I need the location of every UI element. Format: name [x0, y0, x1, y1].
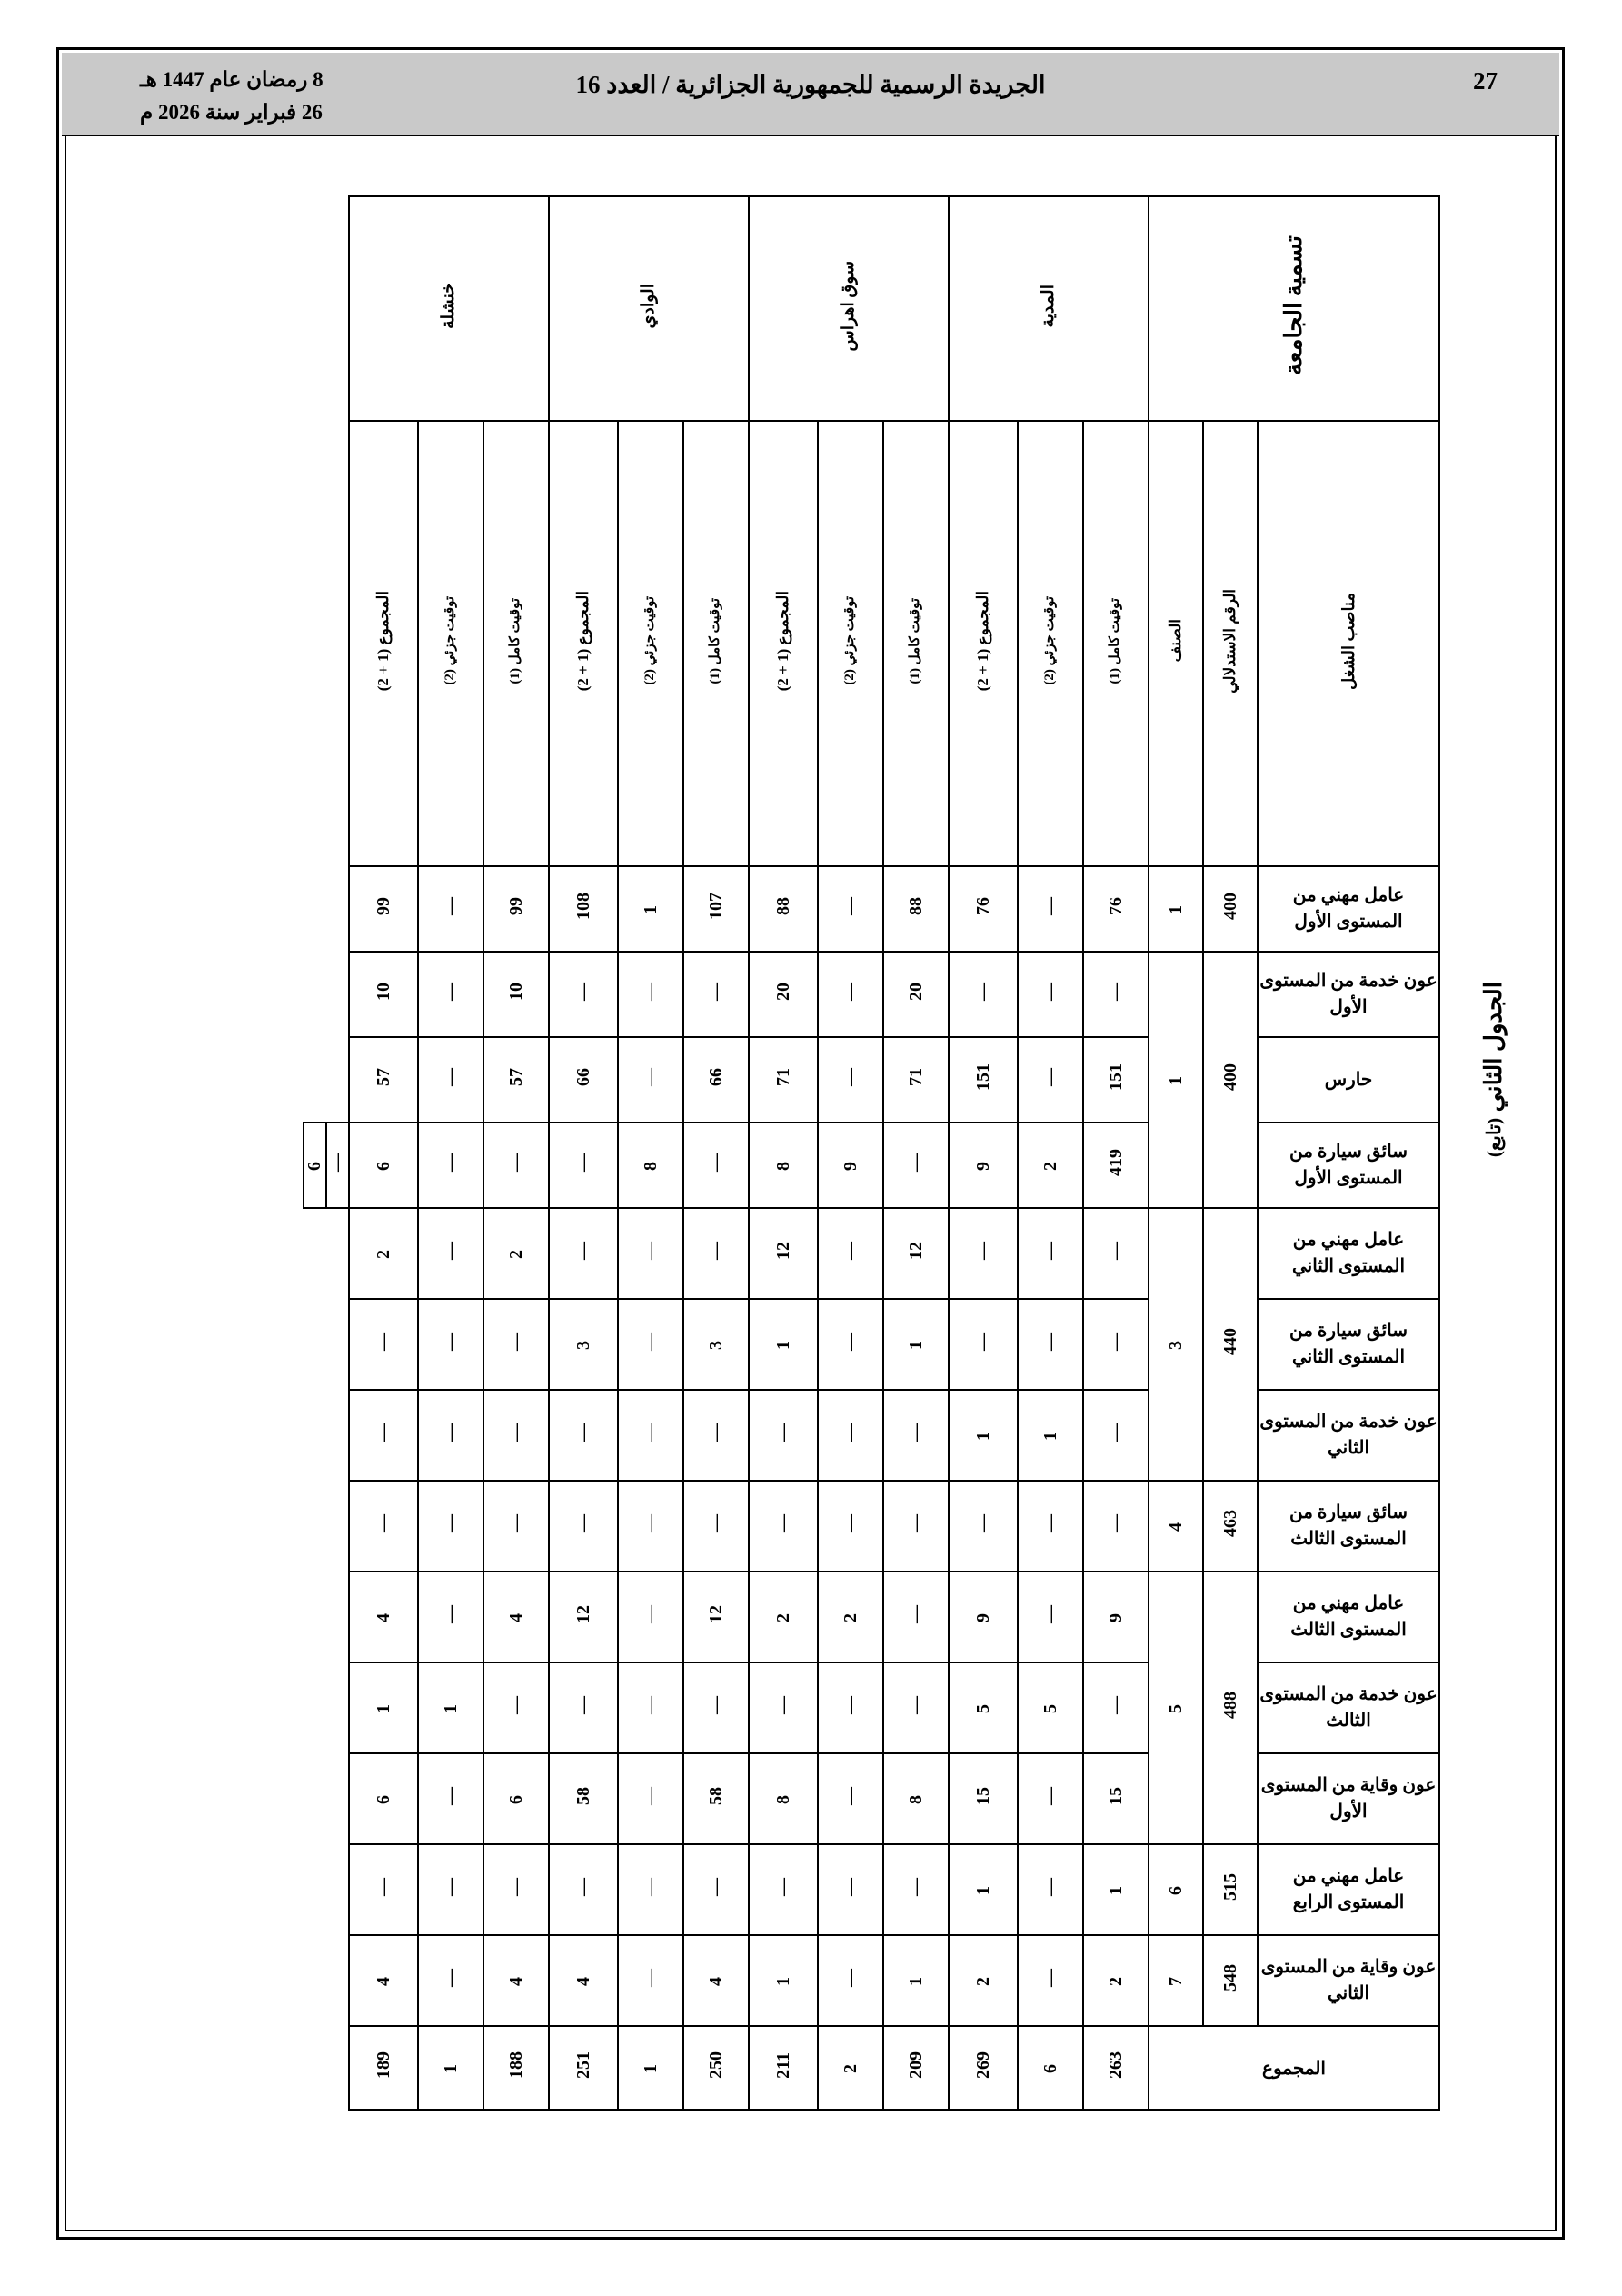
value-cell-total: 4: [349, 1935, 418, 2026]
value-cell-total: 5: [949, 1662, 1018, 1753]
value-cell: 4: [483, 1935, 549, 2026]
value-cell-total: 15: [949, 1753, 1018, 1844]
u2-fulltime-header: [683, 421, 749, 866]
value-cell-total: —: [349, 1299, 418, 1390]
value-cell: —: [818, 1753, 883, 1844]
value-cell-total: 4: [549, 1935, 618, 2026]
job-title: عامل مهني من المستوى الرابع: [1258, 1844, 1439, 1935]
value-cell: —: [818, 866, 883, 952]
table-row: [304, 1844, 1439, 1935]
value-cell: 12: [683, 1572, 749, 1662]
value-cell-total: —: [549, 952, 618, 1037]
value-cell: 1: [418, 1662, 483, 1753]
total-cell: 209: [883, 2026, 949, 2110]
index-value: 548: [1203, 1935, 1258, 2026]
value-cell: 76: [1083, 866, 1149, 952]
value-cell: 1: [618, 866, 683, 952]
value-cell: 20: [883, 952, 949, 1037]
index-value: 515: [1203, 1844, 1258, 1935]
job-title: حارس: [1258, 1037, 1439, 1123]
value-cell: 2: [1083, 1935, 1149, 2026]
value-cell: —: [418, 1753, 483, 1844]
value-cell: —: [1018, 1753, 1083, 1844]
value-cell: —: [818, 1935, 883, 2026]
value-cell: —: [683, 1844, 749, 1935]
value-cell: —: [883, 1662, 949, 1753]
value-cell: 1: [883, 1935, 949, 2026]
category-value-text: 1: [1165, 904, 1186, 914]
value-cell-total: 76: [949, 866, 1018, 952]
value-cell: —: [818, 1662, 883, 1753]
value-cell-total: —: [949, 952, 1018, 1037]
table-side-label-sub: (تابع): [1483, 1117, 1505, 1158]
value-cell-total: —: [549, 1390, 618, 1481]
value-cell-total: 99: [349, 866, 418, 952]
value-cell: —: [618, 1037, 683, 1123]
u0-fulltime-header-text: توقيت كامل (1): [1108, 597, 1123, 684]
value-cell-total: 1: [749, 1299, 818, 1390]
index-value: 419: [1083, 1123, 1149, 1208]
value-cell: —: [618, 1299, 683, 1390]
university-header-1: [749, 196, 949, 421]
total-cell-sum: 251: [549, 2026, 618, 2110]
u0-parttime-header: [1018, 421, 1083, 866]
value-cell: —: [618, 1572, 683, 1662]
value-cell-total: —: [549, 1208, 618, 1299]
value-cell: —: [618, 1662, 683, 1753]
u2-fulltime-header-text: توقيت كامل (1): [708, 597, 723, 684]
value-cell: —: [418, 1481, 483, 1572]
value-cell: —: [1018, 866, 1083, 952]
category-column-header-text: الصنف: [1167, 619, 1185, 663]
job-title: عون وقاية من المستوى الثاني: [1258, 1935, 1439, 2026]
value-cell: —: [683, 1208, 749, 1299]
value-cell: 3: [683, 1299, 749, 1390]
value-cell: —: [1083, 1208, 1149, 1299]
total-cell: 2: [818, 2026, 883, 2110]
value-cell: 99: [483, 866, 549, 952]
value-cell-total: 4: [349, 1572, 418, 1662]
university-name-0: المدية: [1039, 284, 1059, 328]
university-name-2: الوادي: [639, 283, 659, 329]
total-cell-sum: 189: [349, 2026, 418, 2110]
u1-total-header-text: المجموع (1 + 2): [774, 590, 792, 692]
table-row: [304, 1662, 1439, 1753]
total-cell: 6: [1018, 2026, 1083, 2110]
value-cell: —: [883, 1123, 949, 1208]
table-header-columns: [304, 421, 1439, 866]
value-cell-total: 12: [749, 1208, 818, 1299]
value-cell-total: 12: [549, 1572, 618, 1662]
university-header-2: [549, 196, 749, 421]
value-cell: —: [483, 1390, 549, 1481]
u0-total-header-text: المجموع (1 + 2): [974, 590, 992, 692]
total-cell: 1: [618, 2026, 683, 2110]
value-cell: —: [618, 1390, 683, 1481]
table-row: [304, 1299, 1439, 1390]
value-cell-total: —: [349, 1481, 418, 1572]
u3-fulltime-header: [483, 421, 549, 866]
value-cell-total: 8: [618, 1123, 683, 1208]
value-cell-total: 108: [549, 866, 618, 952]
job-title: سائق سيارة من المستوى الثاني: [1258, 1299, 1439, 1390]
value-cell: —: [683, 1123, 749, 1208]
page-number: 27: [1473, 67, 1498, 95]
total-cell: 188: [483, 2026, 549, 2110]
u1-total-header: [749, 421, 818, 866]
index-column-header-text: الرقم الاستدلالي: [1221, 588, 1239, 694]
value-cell-total: 10: [349, 952, 418, 1037]
job-title: عامل مهني من المستوى الثاني: [1258, 1208, 1439, 1299]
value-cell: —: [326, 1123, 349, 1208]
u0-total-header: [949, 421, 1018, 866]
value-cell-total: 1: [949, 1390, 1018, 1481]
staff-positions-table: [303, 195, 1440, 2111]
value-cell-total: 2: [949, 1935, 1018, 2026]
value-cell: —: [883, 1844, 949, 1935]
value-cell-total: 20: [749, 952, 818, 1037]
u2-parttime-header-text: توقيت جزئي (2): [642, 596, 658, 685]
value-cell: 15: [1083, 1753, 1149, 1844]
value-cell: —: [483, 1299, 549, 1390]
value-cell: —: [683, 952, 749, 1037]
table-row: [304, 952, 1439, 1037]
value-cell: —: [818, 1481, 883, 1572]
u0-parttime-header-text: توقيت جزئي (2): [1042, 596, 1058, 685]
value-cell: 2: [818, 1572, 883, 1662]
u2-total-header: [549, 421, 618, 866]
value-cell: —: [1018, 1572, 1083, 1662]
value-cell: 6: [349, 1123, 418, 1208]
value-cell: —: [883, 1481, 949, 1572]
u1-parttime-header: [818, 421, 883, 866]
value-cell: —: [1083, 952, 1149, 1037]
value-cell-total: 1: [749, 1935, 818, 2026]
u3-total-header: [349, 421, 418, 866]
value-cell: —: [483, 1844, 549, 1935]
value-cell-total: 66: [549, 1037, 618, 1123]
value-cell: —: [418, 1844, 483, 1935]
value-cell: —: [883, 1390, 949, 1481]
university-name-3: خنشلة: [439, 283, 459, 329]
value-cell: 10: [483, 952, 549, 1037]
value-cell-total: 151: [949, 1037, 1018, 1123]
value-cell: 1: [1018, 1390, 1083, 1481]
index-value: [1203, 866, 1258, 952]
value-cell: —: [1083, 1390, 1149, 1481]
table-row: [304, 866, 1439, 952]
value-cell-total: 1: [949, 1844, 1018, 1935]
index-value: 488: [1203, 1572, 1258, 1844]
job-title: عامل مهني من المستوى الأول: [1258, 866, 1439, 952]
value-cell: —: [1018, 1935, 1083, 2026]
table-row: [304, 1037, 1439, 1123]
value-cell: —: [818, 1299, 883, 1390]
value-cell: 66: [683, 1037, 749, 1123]
page-header-band: [62, 53, 1559, 136]
date-gregorian: 26 فبراير سنة 2026 م: [140, 100, 323, 124]
total-cell-sum: 269: [949, 2026, 1018, 2110]
job-title: سائق سيارة من المستوى الأول: [1258, 1123, 1439, 1208]
table-row: [304, 1935, 1439, 2026]
value-cell: —: [818, 952, 883, 1037]
value-cell-total: —: [549, 1844, 618, 1935]
value-cell: —: [418, 866, 483, 952]
value-cell: 5: [1018, 1662, 1083, 1753]
value-cell-total: 9: [949, 1572, 1018, 1662]
table-row: [304, 1123, 1439, 1208]
u2-parttime-header: [618, 421, 683, 866]
value-cell-total: —: [749, 1481, 818, 1572]
u3-parttime-header-text: توقيت جزئي (2): [443, 596, 458, 685]
category-column-header: [1149, 421, 1203, 866]
issue-dates: [140, 64, 323, 128]
value-cell: —: [483, 1662, 549, 1753]
job-title: سائق سيارة من المستوى الثالث: [1258, 1481, 1439, 1572]
value-cell-total: —: [949, 1208, 1018, 1299]
table-side-label-title: الجدول الثاني: [1480, 982, 1507, 1113]
value-cell-total: —: [349, 1390, 418, 1481]
date-hijri: 8 رمضان عام 1447 هـ: [140, 68, 323, 91]
value-cell: —: [549, 1123, 618, 1208]
value-cell-total: —: [949, 1299, 1018, 1390]
table-side-label: [1480, 982, 1535, 1157]
value-cell: —: [1083, 1481, 1149, 1572]
category-value: 2: [1018, 1123, 1083, 1208]
table-row: [304, 1572, 1439, 1662]
category-value: 5: [1149, 1572, 1203, 1844]
u1-fulltime-header-text: توقيت كامل (1): [908, 597, 923, 684]
total-cell-sum: 211: [749, 2026, 818, 2110]
value-cell: 6: [483, 1753, 549, 1844]
value-cell-total: 6: [304, 1123, 326, 1208]
value-cell-total: 2: [349, 1208, 418, 1299]
university-header-0: [949, 196, 1149, 421]
value-cell: —: [683, 1390, 749, 1481]
value-cell: 88: [883, 866, 949, 952]
value-cell: 4: [683, 1935, 749, 2026]
value-cell: —: [1018, 1037, 1083, 1123]
job-title: عون خدمة من المستوى الثالث: [1258, 1662, 1439, 1753]
value-cell-total: 3: [549, 1299, 618, 1390]
value-cell-total: —: [749, 1662, 818, 1753]
value-cell: 71: [883, 1037, 949, 1123]
table-header-universities: [304, 196, 1439, 421]
value-cell-total: —: [749, 1844, 818, 1935]
u1-fulltime-header: [883, 421, 949, 866]
value-cell: —: [483, 1481, 549, 1572]
jobs-column-header-text: مناصب الشغل: [1338, 592, 1358, 690]
u1-parttime-header-text: توقيت جزئي (2): [842, 596, 858, 685]
value-cell: —: [818, 1844, 883, 1935]
value-cell: —: [818, 1208, 883, 1299]
index-column-header: [1203, 421, 1258, 866]
index-value-text: 400: [1219, 893, 1240, 920]
value-cell: —: [618, 952, 683, 1037]
value-cell: —: [618, 1481, 683, 1572]
value-cell-total: 6: [349, 1753, 418, 1844]
value-cell: —: [618, 1208, 683, 1299]
value-cell-total: 2: [749, 1572, 818, 1662]
u0-fulltime-header: [1083, 421, 1149, 866]
total-row-label: المجموع: [1149, 2026, 1439, 2110]
value-cell-total: 88: [749, 866, 818, 952]
university-name-1: سوق اهراس: [839, 260, 859, 352]
u3-total-header-text: المجموع (1 + 2): [374, 590, 393, 692]
value-cell: 4: [483, 1572, 549, 1662]
jobs-column-header: [1258, 421, 1439, 866]
u3-fulltime-header-text: توقيت كامل (1): [508, 597, 523, 684]
value-cell: 151: [1083, 1037, 1149, 1123]
value-cell: —: [618, 1844, 683, 1935]
value-cell: 9: [1083, 1572, 1149, 1662]
value-cell-total: 8: [749, 1753, 818, 1844]
value-cell-total: 58: [549, 1753, 618, 1844]
index-value: 400: [1203, 952, 1258, 1208]
total-cell: 1: [418, 2026, 483, 2110]
index-value: 463: [1203, 1481, 1258, 1572]
category-value: 1: [1149, 952, 1203, 1208]
total-cell: 250: [683, 2026, 749, 2110]
value-cell: —: [418, 952, 483, 1037]
category-value: 7: [1149, 1935, 1203, 2026]
value-cell-total: 57: [349, 1037, 418, 1123]
value-cell: 58: [683, 1753, 749, 1844]
value-cell-total: —: [549, 1481, 618, 1572]
job-title: عون خدمة من المستوى الأول: [1258, 952, 1439, 1037]
corner-title-text: تسمية الجامعة: [1280, 235, 1308, 376]
value-cell: —: [1083, 1662, 1149, 1753]
value-cell: —: [618, 1935, 683, 2026]
value-cell: —: [618, 1753, 683, 1844]
index-value: 440: [1203, 1208, 1258, 1481]
value-cell: 8: [883, 1753, 949, 1844]
category-value: 4: [1149, 1481, 1203, 1572]
value-cell-total: —: [949, 1481, 1018, 1572]
value-cell: 1: [1083, 1844, 1149, 1935]
value-cell-total: 9: [818, 1123, 883, 1208]
job-title: عامل مهني من المستوى الثالث: [1258, 1572, 1439, 1662]
value-cell: —: [683, 1481, 749, 1572]
category-value: 6: [1149, 1844, 1203, 1935]
value-cell-total: —: [749, 1390, 818, 1481]
u2-total-header-text: المجموع (1 + 2): [574, 590, 592, 692]
value-cell: —: [418, 1935, 483, 2026]
value-cell: 12: [883, 1208, 949, 1299]
value-cell: —: [818, 1390, 883, 1481]
category-value: 3: [1149, 1208, 1203, 1481]
total-cell: 263: [1083, 2026, 1149, 2110]
value-cell: 9: [949, 1123, 1018, 1208]
value-cell-total: 1: [349, 1662, 418, 1753]
table-total-row: [304, 2026, 1439, 2110]
value-cell: —: [1018, 1299, 1083, 1390]
category-value: [1149, 866, 1203, 952]
journal-title: الجريدة الرسمية للجمهورية الجزائرية / العدد 16: [575, 71, 1046, 98]
value-cell: 2: [483, 1208, 549, 1299]
value-cell-total: —: [418, 1123, 483, 1208]
university-header-3: [349, 196, 549, 421]
value-cell: —: [683, 1662, 749, 1753]
table-row: [304, 1208, 1439, 1299]
value-cell: —: [418, 1390, 483, 1481]
table-row: [304, 1481, 1439, 1572]
job-title: عون وقاية من المستوى الأول: [1258, 1753, 1439, 1844]
value-cell: —: [1018, 1481, 1083, 1572]
value-cell: —: [883, 1572, 949, 1662]
value-cell: 107: [683, 866, 749, 952]
value-cell: —: [1083, 1299, 1149, 1390]
value-cell-total: —: [549, 1662, 618, 1753]
value-cell: —: [818, 1037, 883, 1123]
value-cell: —: [418, 1572, 483, 1662]
value-cell: —: [1018, 1208, 1083, 1299]
value-cell-total: 71: [749, 1037, 818, 1123]
table-row: [304, 1390, 1439, 1481]
value-cell: —: [1018, 1844, 1083, 1935]
value-cell-total: —: [349, 1844, 418, 1935]
value-cell: 8: [749, 1123, 818, 1208]
value-cell: —: [418, 1299, 483, 1390]
value-cell: 1: [883, 1299, 949, 1390]
u3-parttime-header: [418, 421, 483, 866]
job-title: عون خدمة من المستوى الثاني: [1258, 1390, 1439, 1481]
value-cell: —: [1018, 952, 1083, 1037]
value-cell: —: [418, 1037, 483, 1123]
table-row: [304, 1753, 1439, 1844]
value-cell: 57: [483, 1037, 549, 1123]
value-cell: —: [483, 1123, 549, 1208]
value-cell: —: [418, 1208, 483, 1299]
corner-title-cell: [1149, 196, 1439, 421]
